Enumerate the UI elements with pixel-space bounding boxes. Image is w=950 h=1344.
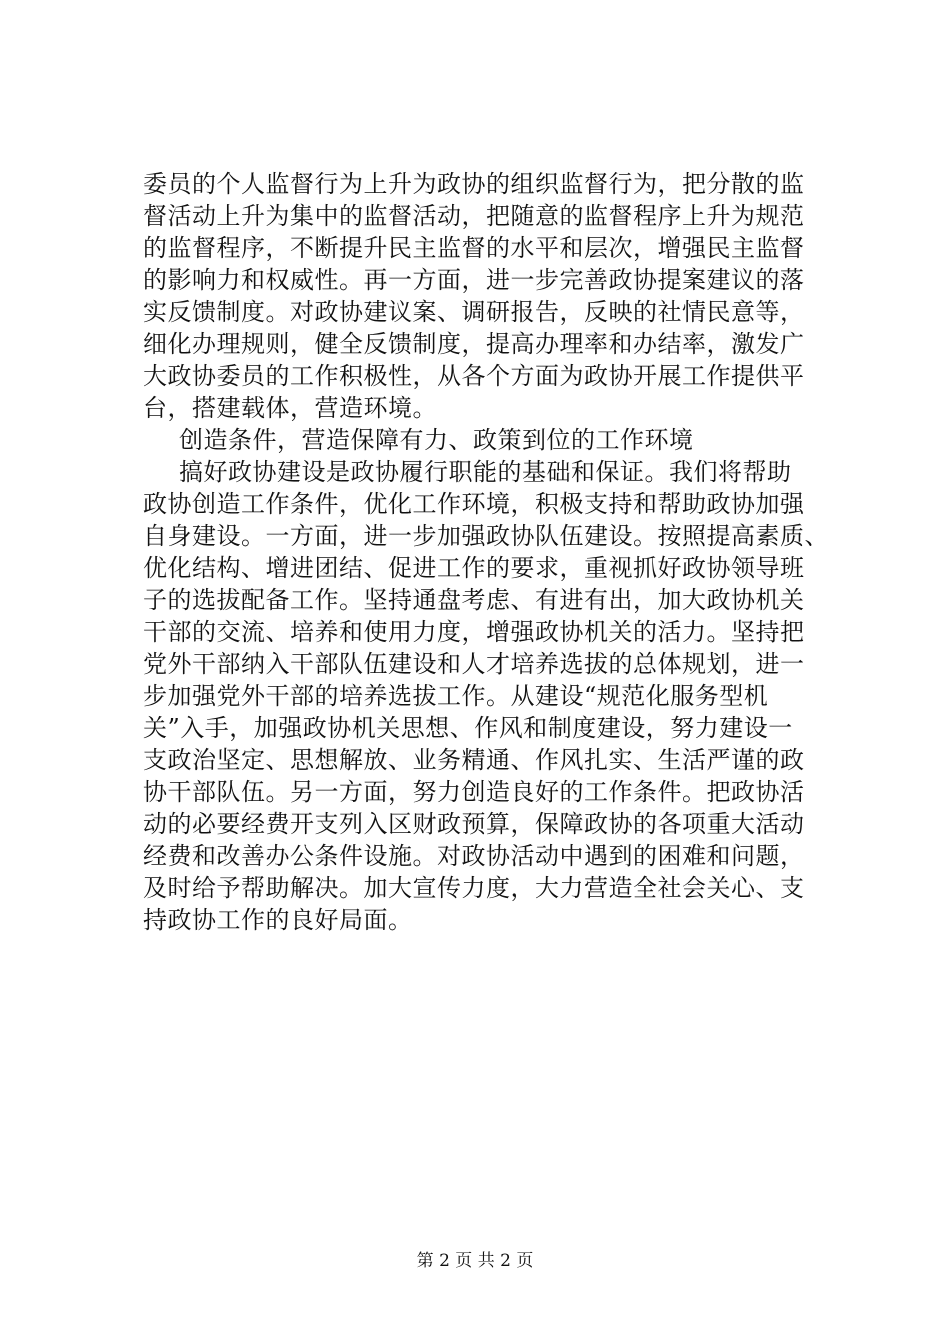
text-line: 协干部队伍。另一方面，努力创造良好的工作条件。把政协活 <box>143 778 805 806</box>
text-line: 搞好政协建设是政协履行职能的基础和保证。我们将帮助 <box>179 458 792 486</box>
text-line: 政协创造工作条件，优化工作环境，积极支持和帮助政协加强 <box>143 490 805 518</box>
text-line: 大政协委员的工作积极性，从各个方面为政协开展工作提供平 <box>143 362 805 390</box>
text-line: 的影响力和权威性。再一方面，进一步完善政协提案建议的落 <box>143 266 805 294</box>
text-line: 持政协工作的良好局面。 <box>143 906 413 934</box>
text-line: 实反馈制度。对政协建议案、调研报告，反映的社情民意等， <box>143 298 805 326</box>
text-line: 优化结构、增进团结、促进工作的要求，重视抓好政协领导班 <box>143 554 805 582</box>
text-line: 的监督程序，不断提升民主监督的水平和层次，增强民主监督 <box>143 234 805 262</box>
paragraph-2 <box>143 456 839 936</box>
page-footer <box>0 1246 950 1271</box>
text-line: 党外干部纳入干部队伍建设和人才培养选拔的总体规划，进一 <box>143 650 805 678</box>
text-line: 细化办理规则，健全反馈制度，提高办理率和办结率，激发广 <box>143 330 805 358</box>
page-number-label: 第 2 页 共 2 页 <box>416 1251 534 1271</box>
text-line: 及时给予帮助解决。加大宣传力度，大力营造全社会关心、支 <box>143 874 805 902</box>
document-body <box>143 168 839 936</box>
section-heading: 创造条件，营造保障有力、政策到位的工作环境 <box>179 426 694 454</box>
text-line: 支政治坚定、思想解放、业务精通、作风扎实、生活严谨的政 <box>143 746 805 774</box>
text-line: 干部的交流、培养和使用力度，增强政协机关的活力。坚持把 <box>143 618 805 646</box>
text-line: 委员的个人监督行为上升为政协的组织监督行为，把分散的监 <box>143 170 805 198</box>
text-line: 动的必要经费开支列入区财政预算，保障政协的各项重大活动 <box>143 810 805 838</box>
text-line: 子的选拔配备工作。坚持通盘考虑、有进有出，加大政协机关 <box>143 586 805 614</box>
text-line: 经费和改善办公条件设施。对政协活动中遇到的困难和问题， <box>143 842 805 870</box>
paragraph-1 <box>143 168 839 424</box>
text-line: 自身建设。一方面，进一步加强政协队伍建设。按照提高素质、 <box>143 522 829 550</box>
text-line: 关”入手，加强政协机关思想、作风和制度建设，努力建设一 <box>143 714 793 742</box>
text-line: 步加强党外干部的培养选拔工作。从建设“规范化服务型机 <box>143 682 769 710</box>
text-line: 督活动上升为集中的监督活动，把随意的监督程序上升为规范 <box>143 202 805 230</box>
text-line: 台，搭建载体，营造环境。 <box>143 394 437 422</box>
